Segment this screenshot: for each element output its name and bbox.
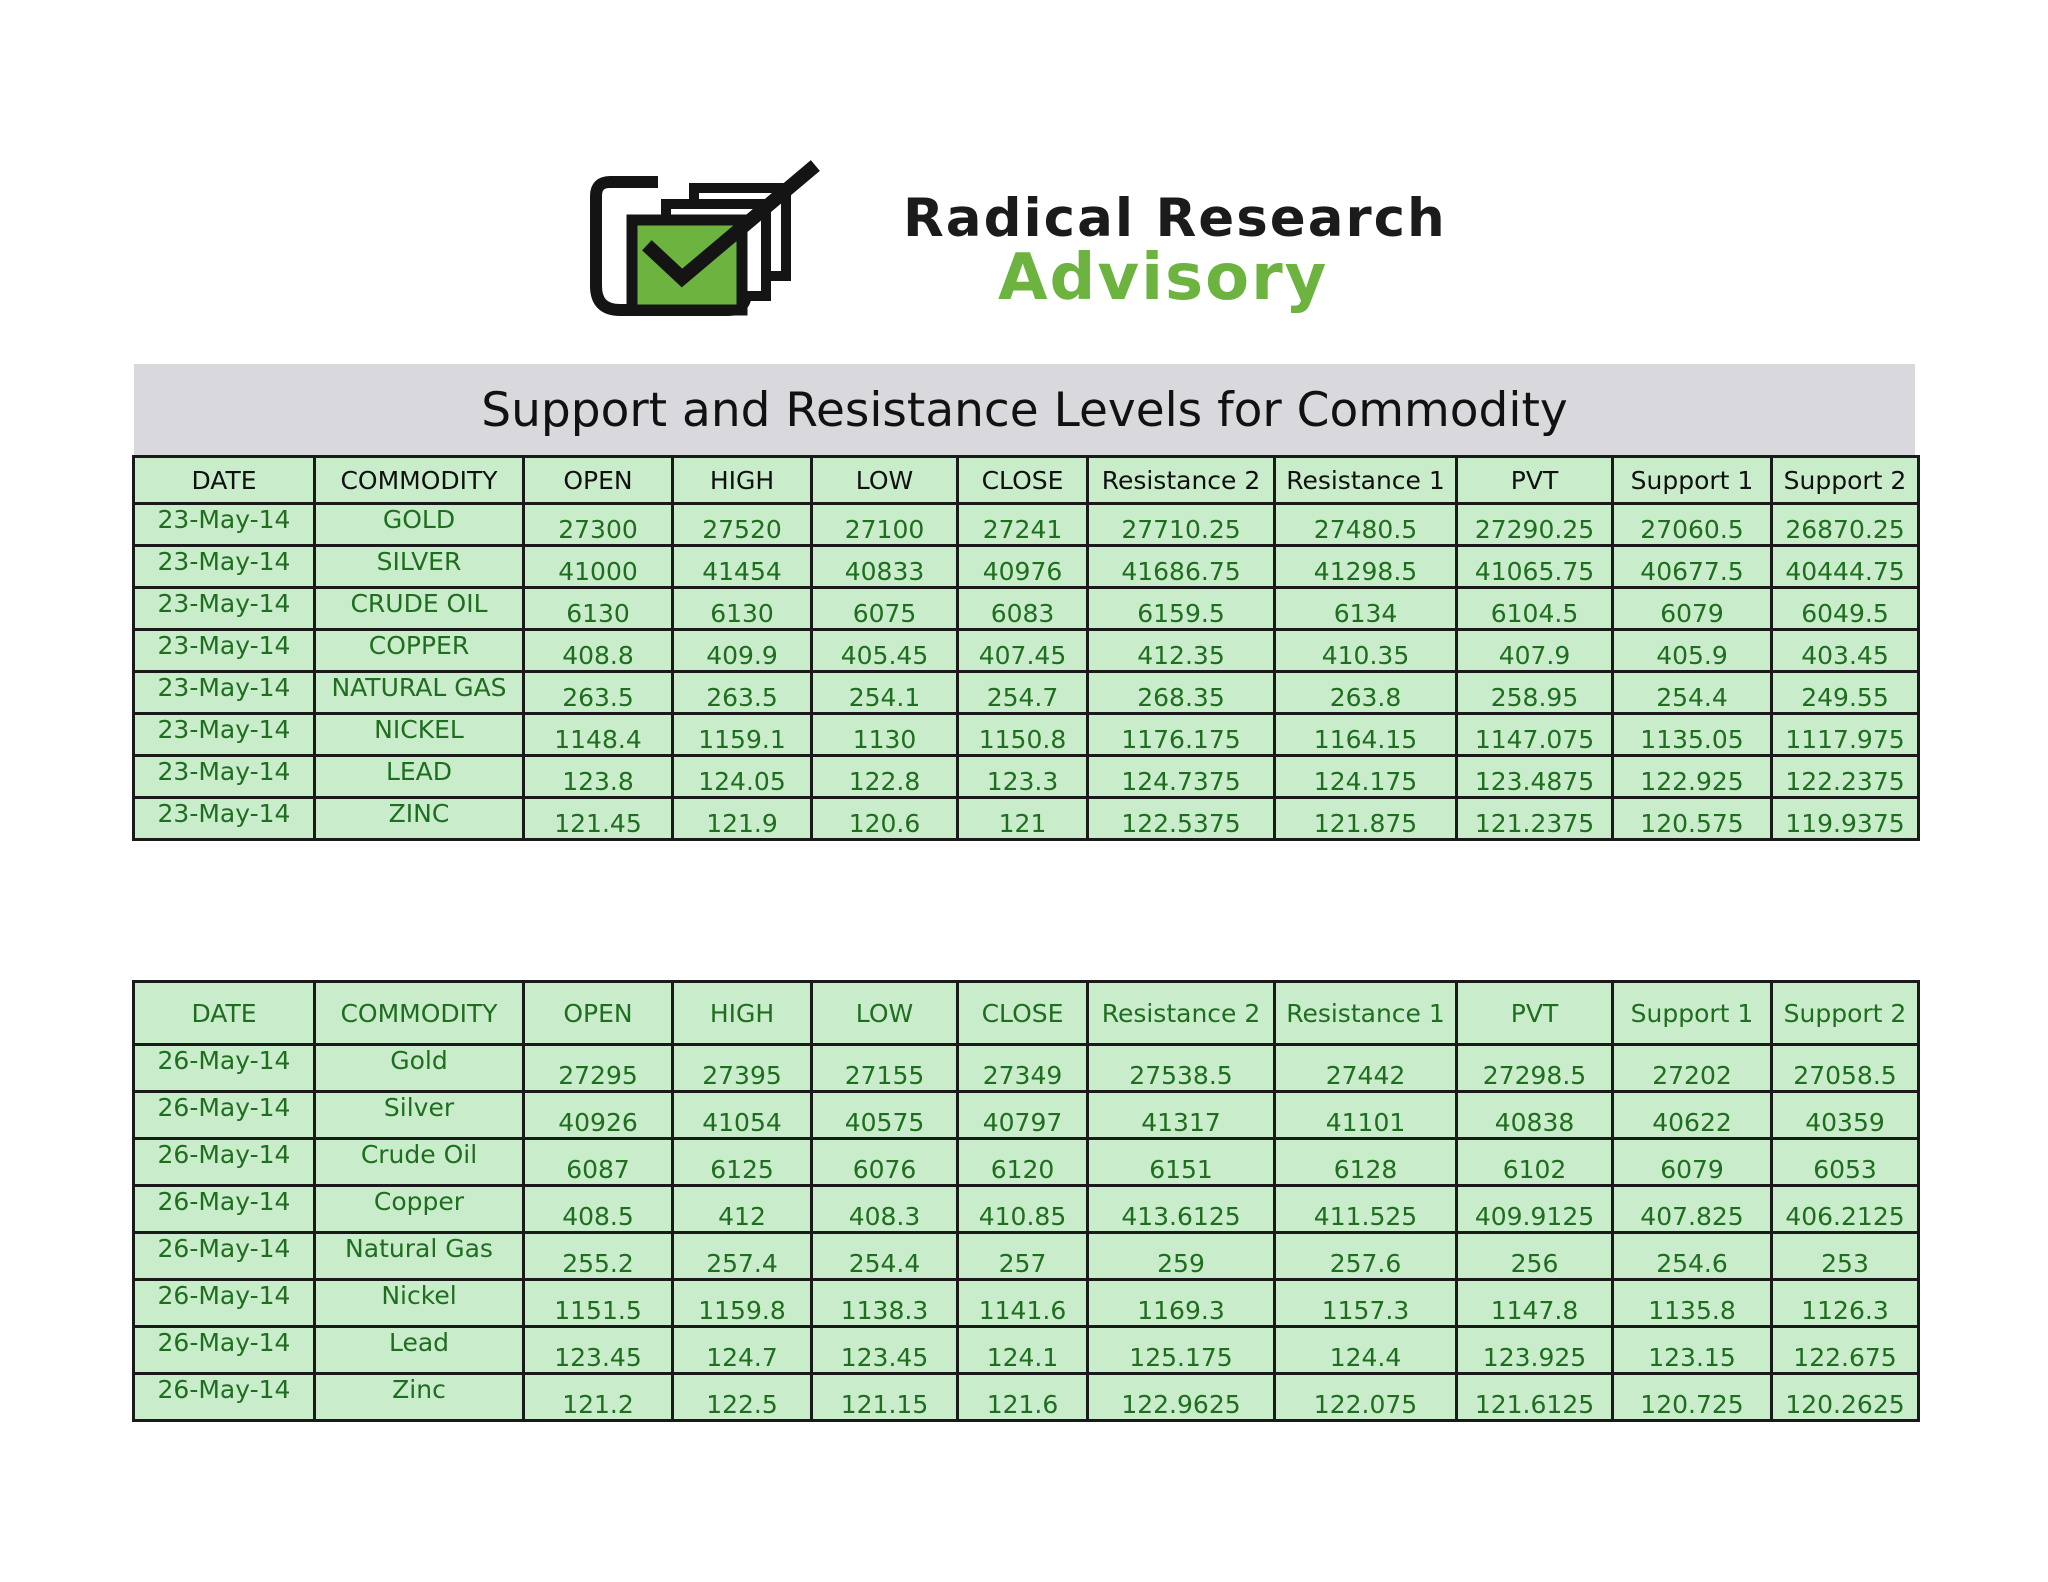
- cell-date: 23-May-14: [134, 588, 315, 630]
- cell-resistance-2: 1169.3: [1088, 1280, 1275, 1327]
- table-row: [134, 630, 1919, 672]
- cell-pvt: 407.9: [1457, 630, 1613, 672]
- cell-date: 26-May-14: [134, 1045, 315, 1092]
- cell-high: 41454: [673, 546, 812, 588]
- cell-commodity: Silver: [315, 1092, 524, 1139]
- cell-low: 405.45: [812, 630, 958, 672]
- cell-low: 1138.3: [812, 1280, 958, 1327]
- cell-high: 263.5: [673, 672, 812, 714]
- cell-resistance-1: 1164.15: [1275, 714, 1457, 756]
- cell-commodity: Crude Oil: [315, 1139, 524, 1186]
- cell-support-1: 6079: [1613, 588, 1772, 630]
- cell-pvt: 6102: [1457, 1139, 1613, 1186]
- cell-support-1: 1135.8: [1613, 1280, 1772, 1327]
- cell-support-2: 406.2125: [1772, 1186, 1919, 1233]
- cell-low: 6075: [812, 588, 958, 630]
- cell-resistance-2: 122.9625: [1088, 1374, 1275, 1421]
- cell-support-1: 123.15: [1613, 1327, 1772, 1374]
- cell-support-2: 249.55: [1772, 672, 1919, 714]
- table-row: [134, 1139, 1919, 1186]
- cell-open: 27300: [524, 504, 673, 546]
- cell-commodity: Gold: [315, 1045, 524, 1092]
- cell-resistance-2: 41317: [1088, 1092, 1275, 1139]
- cell-low: 120.6: [812, 798, 958, 840]
- cell-resistance-2: 124.7375: [1088, 756, 1275, 798]
- cell-open: 263.5: [524, 672, 673, 714]
- cell-close: 40976: [958, 546, 1088, 588]
- cell-open: 1148.4: [524, 714, 673, 756]
- cell-support-2: 6049.5: [1772, 588, 1919, 630]
- table-row: [134, 1233, 1919, 1280]
- cell-high: 27520: [673, 504, 812, 546]
- column-header-open: OPEN: [524, 982, 673, 1045]
- table-row: [134, 798, 1919, 840]
- cell-support-1: 27202: [1613, 1045, 1772, 1092]
- cell-support-2: 40359: [1772, 1092, 1919, 1139]
- cell-low: 27100: [812, 504, 958, 546]
- cell-low: 408.3: [812, 1186, 958, 1233]
- cell-open: 255.2: [524, 1233, 673, 1280]
- cell-low: 27155: [812, 1045, 958, 1092]
- cell-open: 6130: [524, 588, 673, 630]
- cell-high: 1159.8: [673, 1280, 812, 1327]
- column-header-commodity: COMMODITY: [315, 982, 524, 1045]
- cell-close: 40797: [958, 1092, 1088, 1139]
- column-header-commodity: COMMODITY: [315, 457, 524, 504]
- cell-resistance-1: 6134: [1275, 588, 1457, 630]
- cell-support-2: 403.45: [1772, 630, 1919, 672]
- cell-resistance-2: 1176.175: [1088, 714, 1275, 756]
- cell-high: 121.9: [673, 798, 812, 840]
- cell-close: 1141.6: [958, 1280, 1088, 1327]
- cell-open: 6087: [524, 1139, 673, 1186]
- cell-commodity: Nickel: [315, 1280, 524, 1327]
- cell-low: 6076: [812, 1139, 958, 1186]
- cell-resistance-1: 1157.3: [1275, 1280, 1457, 1327]
- cell-support-1: 40677.5: [1613, 546, 1772, 588]
- cell-support-1: 122.925: [1613, 756, 1772, 798]
- table-header-row: [134, 457, 1919, 504]
- cell-resistance-2: 41686.75: [1088, 546, 1275, 588]
- cell-high: 412: [673, 1186, 812, 1233]
- cell-date: 26-May-14: [134, 1233, 315, 1280]
- cell-open: 27295: [524, 1045, 673, 1092]
- table-row: [134, 546, 1919, 588]
- cell-open: 121.2: [524, 1374, 673, 1421]
- cell-commodity: GOLD: [315, 504, 524, 546]
- cell-date: 26-May-14: [134, 1139, 315, 1186]
- cell-resistance-2: 412.35: [1088, 630, 1275, 672]
- cell-resistance-1: 41298.5: [1275, 546, 1457, 588]
- company-logo: [588, 158, 1508, 323]
- cell-pvt: 121.2375: [1457, 798, 1613, 840]
- cell-high: 1159.1: [673, 714, 812, 756]
- table-row: [134, 588, 1919, 630]
- cell-date: 23-May-14: [134, 504, 315, 546]
- cell-close: 6083: [958, 588, 1088, 630]
- cell-support-1: 407.825: [1613, 1186, 1772, 1233]
- cell-close: 407.45: [958, 630, 1088, 672]
- cell-commodity: NICKEL: [315, 714, 524, 756]
- cell-resistance-2: 27538.5: [1088, 1045, 1275, 1092]
- cell-support-1: 120.575: [1613, 798, 1772, 840]
- cell-support-1: 254.6: [1613, 1233, 1772, 1280]
- cell-pvt: 256: [1457, 1233, 1613, 1280]
- cell-high: 124.05: [673, 756, 812, 798]
- cell-low: 40575: [812, 1092, 958, 1139]
- cell-open: 123.45: [524, 1327, 673, 1374]
- cell-date: 26-May-14: [134, 1186, 315, 1233]
- cell-support-2: 40444.75: [1772, 546, 1919, 588]
- logo-line1: Radical Research: [903, 188, 1447, 249]
- cell-open: 408.5: [524, 1186, 673, 1233]
- cell-resistance-1: 27442: [1275, 1045, 1457, 1092]
- cell-date: 26-May-14: [134, 1327, 315, 1374]
- cell-resistance-1: 124.4: [1275, 1327, 1457, 1374]
- column-header-close: CLOSE: [958, 982, 1088, 1045]
- cell-high: 124.7: [673, 1327, 812, 1374]
- table-row: [134, 1045, 1919, 1092]
- cell-support-1: 120.725: [1613, 1374, 1772, 1421]
- cell-resistance-2: 413.6125: [1088, 1186, 1275, 1233]
- column-header-high: HIGH: [673, 982, 812, 1045]
- column-header-pvt: PVT: [1457, 982, 1613, 1045]
- cell-commodity: Copper: [315, 1186, 524, 1233]
- cell-commodity: Lead: [315, 1327, 524, 1374]
- cell-support-1: 6079: [1613, 1139, 1772, 1186]
- cell-pvt: 409.9125: [1457, 1186, 1613, 1233]
- cell-high: 257.4: [673, 1233, 812, 1280]
- cell-low: 123.45: [812, 1327, 958, 1374]
- column-header-open: OPEN: [524, 457, 673, 504]
- cell-pvt: 121.6125: [1457, 1374, 1613, 1421]
- cell-commodity: SILVER: [315, 546, 524, 588]
- cell-resistance-1: 121.875: [1275, 798, 1457, 840]
- cell-resistance-1: 410.35: [1275, 630, 1457, 672]
- cell-close: 6120: [958, 1139, 1088, 1186]
- column-header-support-2: Support 2: [1772, 982, 1919, 1045]
- table-row: [134, 1280, 1919, 1327]
- cell-pvt: 123.4875: [1457, 756, 1613, 798]
- cell-open: 40926: [524, 1092, 673, 1139]
- cell-support-1: 254.4: [1613, 672, 1772, 714]
- column-header-low: LOW: [812, 457, 958, 504]
- cell-resistance-2: 122.5375: [1088, 798, 1275, 840]
- cell-support-2: 1126.3: [1772, 1280, 1919, 1327]
- cell-high: 6130: [673, 588, 812, 630]
- cell-resistance-2: 125.175: [1088, 1327, 1275, 1374]
- column-header-date: DATE: [134, 982, 315, 1045]
- cell-low: 121.15: [812, 1374, 958, 1421]
- cell-close: 1150.8: [958, 714, 1088, 756]
- cell-resistance-1: 6128: [1275, 1139, 1457, 1186]
- cell-pvt: 123.925: [1457, 1327, 1613, 1374]
- column-header-close: CLOSE: [958, 457, 1088, 504]
- cell-low: 122.8: [812, 756, 958, 798]
- cell-open: 123.8: [524, 756, 673, 798]
- column-header-pvt: PVT: [1457, 457, 1613, 504]
- cell-resistance-1: 124.175: [1275, 756, 1457, 798]
- table-row: [134, 504, 1919, 546]
- table-row: [134, 756, 1919, 798]
- cell-resistance-1: 411.525: [1275, 1186, 1457, 1233]
- table-row: [134, 1374, 1919, 1421]
- cell-close: 27349: [958, 1045, 1088, 1092]
- table-row: [134, 1092, 1919, 1139]
- cell-date: 23-May-14: [134, 672, 315, 714]
- table-row: [134, 1186, 1919, 1233]
- cell-resistance-2: 6151: [1088, 1139, 1275, 1186]
- column-header-resistance-1: Resistance 1: [1275, 457, 1457, 504]
- column-header-high: HIGH: [673, 457, 812, 504]
- cell-support-2: 253: [1772, 1233, 1919, 1280]
- cell-commodity: Zinc: [315, 1374, 524, 1421]
- cell-date: 26-May-14: [134, 1374, 315, 1421]
- cell-high: 409.9: [673, 630, 812, 672]
- cell-close: 124.1: [958, 1327, 1088, 1374]
- cell-close: 27241: [958, 504, 1088, 546]
- cell-low: 1130: [812, 714, 958, 756]
- cell-close: 410.85: [958, 1186, 1088, 1233]
- cell-commodity: CRUDE OIL: [315, 588, 524, 630]
- cell-resistance-2: 6159.5: [1088, 588, 1275, 630]
- cell-support-2: 6053: [1772, 1139, 1919, 1186]
- cell-resistance-1: 263.8: [1275, 672, 1457, 714]
- cell-support-2: 122.675: [1772, 1327, 1919, 1374]
- cell-date: 23-May-14: [134, 546, 315, 588]
- column-header-resistance-2: Resistance 2: [1088, 982, 1275, 1045]
- cell-date: 23-May-14: [134, 756, 315, 798]
- cell-pvt: 27298.5: [1457, 1045, 1613, 1092]
- cell-high: 122.5: [673, 1374, 812, 1421]
- cell-support-2: 1117.975: [1772, 714, 1919, 756]
- cell-support-2: 27058.5: [1772, 1045, 1919, 1092]
- cell-commodity: Natural Gas: [315, 1233, 524, 1280]
- table-row: [134, 1327, 1919, 1374]
- cell-date: 23-May-14: [134, 714, 315, 756]
- cell-support-1: 1135.05: [1613, 714, 1772, 756]
- cell-date: 23-May-14: [134, 798, 315, 840]
- column-header-low: LOW: [812, 982, 958, 1045]
- cell-support-2: 122.2375: [1772, 756, 1919, 798]
- cell-close: 121: [958, 798, 1088, 840]
- cell-commodity: NATURAL GAS: [315, 672, 524, 714]
- column-header-resistance-2: Resistance 2: [1088, 457, 1275, 504]
- cell-pvt: 1147.075: [1457, 714, 1613, 756]
- logo-line2: Advisory: [998, 241, 1329, 315]
- cell-open: 121.45: [524, 798, 673, 840]
- cell-pvt: 1147.8: [1457, 1280, 1613, 1327]
- column-header-resistance-1: Resistance 1: [1275, 982, 1457, 1045]
- cell-resistance-1: 27480.5: [1275, 504, 1457, 546]
- column-header-date: DATE: [134, 457, 315, 504]
- cell-pvt: 27290.25: [1457, 504, 1613, 546]
- cell-high: 27395: [673, 1045, 812, 1092]
- cell-close: 121.6: [958, 1374, 1088, 1421]
- page-title: Support and Resistance Levels for Commodity: [134, 364, 1915, 456]
- cell-pvt: 258.95: [1457, 672, 1613, 714]
- cell-resistance-1: 41101: [1275, 1092, 1457, 1139]
- cell-high: 41054: [673, 1092, 812, 1139]
- cell-support-2: 120.2625: [1772, 1374, 1919, 1421]
- column-header-support-2: Support 2: [1772, 457, 1919, 504]
- cell-commodity: COPPER: [315, 630, 524, 672]
- cell-pvt: 6104.5: [1457, 588, 1613, 630]
- cell-resistance-2: 268.35: [1088, 672, 1275, 714]
- table-row: [134, 672, 1919, 714]
- cell-support-2: 119.9375: [1772, 798, 1919, 840]
- cell-low: 254.1: [812, 672, 958, 714]
- cell-support-1: 40622: [1613, 1092, 1772, 1139]
- cell-commodity: ZINC: [315, 798, 524, 840]
- checkbox-check-icon: [588, 158, 888, 323]
- table-header-row: [134, 982, 1919, 1045]
- cell-open: 1151.5: [524, 1280, 673, 1327]
- cell-close: 257: [958, 1233, 1088, 1280]
- cell-resistance-2: 27710.25: [1088, 504, 1275, 546]
- cell-high: 6125: [673, 1139, 812, 1186]
- column-header-support-1: Support 1: [1613, 457, 1772, 504]
- cell-date: 23-May-14: [134, 630, 315, 672]
- cell-open: 408.8: [524, 630, 673, 672]
- cell-open: 41000: [524, 546, 673, 588]
- cell-resistance-1: 122.075: [1275, 1374, 1457, 1421]
- levels-table-2: [132, 980, 1920, 1422]
- cell-pvt: 41065.75: [1457, 546, 1613, 588]
- cell-close: 254.7: [958, 672, 1088, 714]
- levels-table-1: [132, 455, 1920, 841]
- cell-support-1: 405.9: [1613, 630, 1772, 672]
- cell-commodity: LEAD: [315, 756, 524, 798]
- column-header-support-1: Support 1: [1613, 982, 1772, 1045]
- cell-pvt: 40838: [1457, 1092, 1613, 1139]
- cell-resistance-1: 257.6: [1275, 1233, 1457, 1280]
- table-row: [134, 714, 1919, 756]
- cell-close: 123.3: [958, 756, 1088, 798]
- cell-support-2: 26870.25: [1772, 504, 1919, 546]
- cell-resistance-2: 259: [1088, 1233, 1275, 1280]
- cell-support-1: 27060.5: [1613, 504, 1772, 546]
- cell-date: 26-May-14: [134, 1280, 315, 1327]
- cell-date: 26-May-14: [134, 1092, 315, 1139]
- cell-low: 40833: [812, 546, 958, 588]
- cell-low: 254.4: [812, 1233, 958, 1280]
